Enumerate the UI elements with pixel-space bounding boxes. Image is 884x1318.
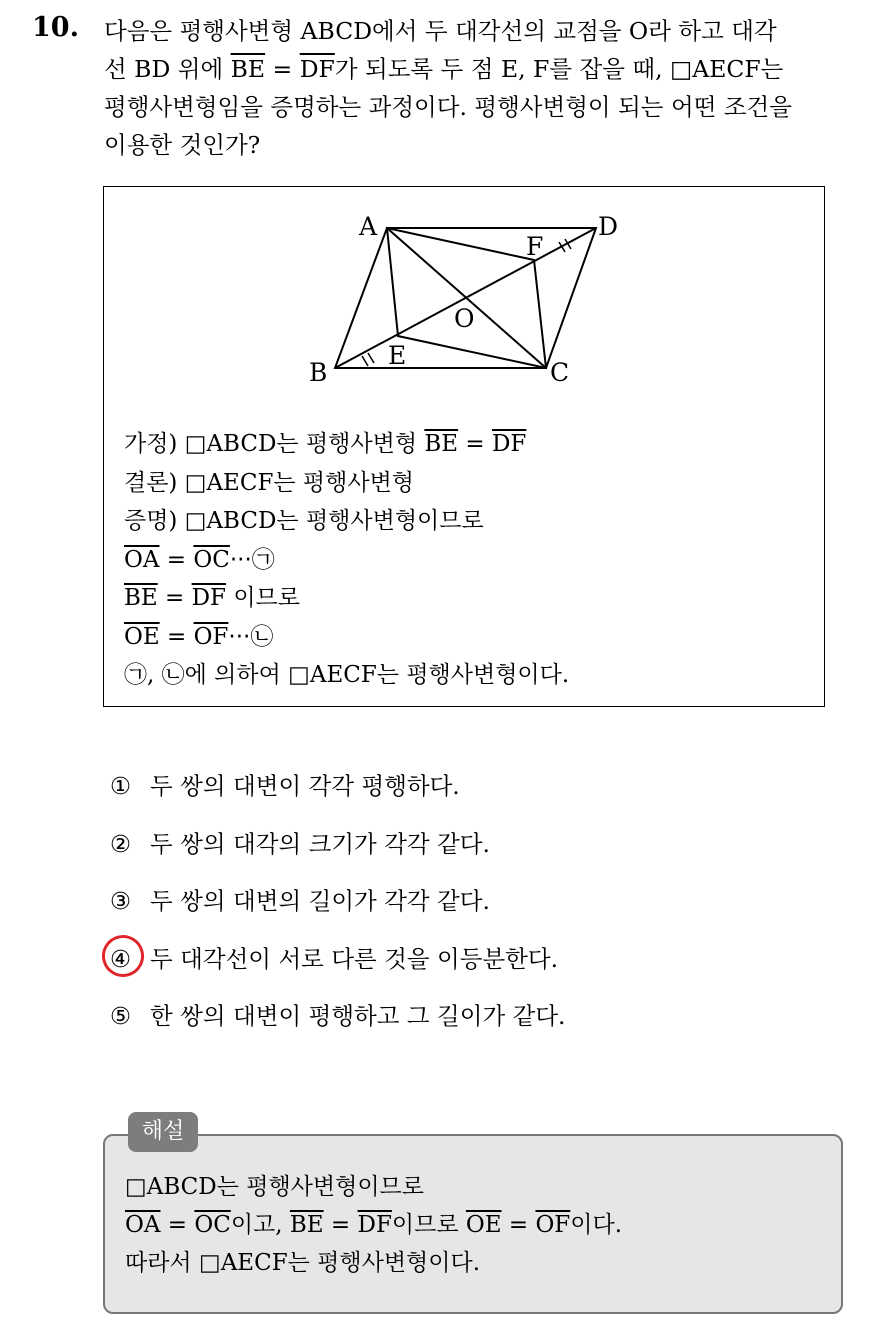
segment-df: $\overline{DF}$ (299, 55, 335, 83)
choice-text: 두 쌍의 대변의 길이가 각각 같다. (150, 887, 490, 915)
label-b: B (309, 358, 328, 387)
choice-4[interactable] (110, 939, 566, 997)
label-a: A (359, 212, 378, 241)
mark-nieun: ···㉡ (228, 623, 274, 650)
question-line-2 (104, 50, 860, 88)
proof-line-proof: 증명) □ABCD는 평행사변형이므로 (124, 508, 484, 534)
segment-of: $\overline{OF}$ (535, 1212, 571, 1238)
choice-mark: ⑤ (110, 1002, 132, 1030)
answer-choices (110, 766, 566, 1054)
choice-2[interactable] (110, 824, 566, 882)
equals-sign: = (160, 1212, 195, 1238)
equals-sign: = (458, 431, 492, 457)
segment-be: $\overline{BE}$ (289, 1212, 324, 1238)
proof-text-segment: 가정) □ABCD는 평행사변형 (124, 431, 425, 457)
choice-5[interactable] (110, 996, 566, 1054)
solution-line-2 (125, 1206, 622, 1244)
segment-oa: $\overline{OA}$ (124, 546, 160, 573)
label-e: E (388, 341, 407, 370)
label-d: D (598, 212, 619, 241)
choice-text: 두 쌍의 대변이 각각 평행하다. (150, 772, 460, 800)
parallelogram-diagram (104, 187, 824, 397)
q-text-segment: 가 되도록 두 점 E, F를 잡을 때, □AECF는 (334, 55, 784, 83)
proof-line-be-df (124, 579, 569, 618)
label-f: F (526, 232, 544, 261)
equals-sign: = (501, 1212, 536, 1238)
question-line-4: 이용한 것인가? (104, 131, 261, 159)
equals-sign: = (323, 1212, 358, 1238)
equals-sign: = (265, 55, 300, 83)
label-o: O (454, 304, 475, 333)
segment-oe: $\overline{OE}$ (465, 1212, 502, 1238)
choice-mark: ③ (110, 887, 132, 915)
segment-be: $\overline{BE}$ (424, 431, 459, 457)
proof-line-oa-oc (124, 541, 569, 580)
equals-sign: = (159, 546, 194, 573)
proof-line-final: ㉠, ㉡에 의하여 □AECF는 평행사변형이다. (124, 662, 570, 688)
choice-text: 두 쌍의 대각의 크기가 각각 같다. (150, 829, 490, 858)
proof-box (103, 186, 825, 707)
tick-be-1 (362, 356, 368, 366)
question-text (104, 12, 860, 164)
equals-sign: = (159, 623, 194, 650)
choice-text: 한 쌍의 대변이 평행하고 그 길이가 같다. (150, 1002, 566, 1030)
solution-box (103, 1134, 843, 1314)
mark-giyeok: ···㉠ (229, 546, 275, 573)
segment-of: $\overline{OF}$ (193, 623, 229, 650)
label-c: C (550, 358, 570, 387)
segment-be: $\overline{BE}$ (124, 585, 158, 611)
question-line-3: 평행사변형임을 증명하는 과정이다. 평행사변형이 되는 어떤 조건을 (104, 93, 792, 121)
solution-text-segment: 이므로 (391, 1212, 466, 1238)
segment-df: $\overline{DF}$ (191, 585, 227, 611)
proof-line-conclusion: 결론) □AECF는 평행사변형 (124, 469, 415, 496)
segment-oa: $\overline{OA}$ (125, 1212, 161, 1238)
solution-text-segment: 이고, (230, 1212, 290, 1238)
segment-df: $\overline{DF}$ (491, 431, 527, 457)
equals-sign: = (157, 585, 192, 611)
segment-oc: $\overline{OC}$ (193, 546, 230, 573)
diagonal-bd (335, 228, 596, 368)
q-text-segment: 선 BD 위에 (104, 55, 231, 83)
choice-3[interactable] (110, 881, 566, 939)
solution-text (125, 1168, 622, 1282)
proof-text-segment: 이므로 (226, 585, 300, 611)
segment-oe: $\overline{OE}$ (124, 623, 160, 650)
proof-line-oe-of (124, 618, 569, 657)
proof-line-hypothesis (124, 425, 569, 464)
solution-line-1: □ABCD는 평행사변형이므로 (125, 1174, 424, 1200)
solution-line-3: 따라서 □AECF는 평행사변형이다. (125, 1250, 481, 1276)
segment-df: $\overline{DF}$ (357, 1212, 392, 1238)
solution-text-segment: 이다. (570, 1212, 623, 1238)
choice-text: 두 대각선이 서로 다른 것을 이등분한다. (150, 944, 559, 973)
choice-1[interactable] (110, 766, 566, 824)
segment-be: $\overline{BE}$ (230, 55, 266, 83)
choice-mark: ① (110, 772, 132, 800)
choice-mark: ② (110, 829, 132, 858)
choice-mark: ④ (110, 944, 132, 973)
tick-be-2 (368, 353, 374, 363)
solution-tag: 해설 (128, 1112, 198, 1152)
question-number: 10. (32, 12, 79, 43)
question-line-1: 다음은 평행사변형 ABCD에서 두 대각선의 교점을 O라 하고 대각 (104, 17, 777, 45)
proof-text (124, 425, 569, 695)
segment-oc: $\overline{OC}$ (194, 1212, 231, 1238)
